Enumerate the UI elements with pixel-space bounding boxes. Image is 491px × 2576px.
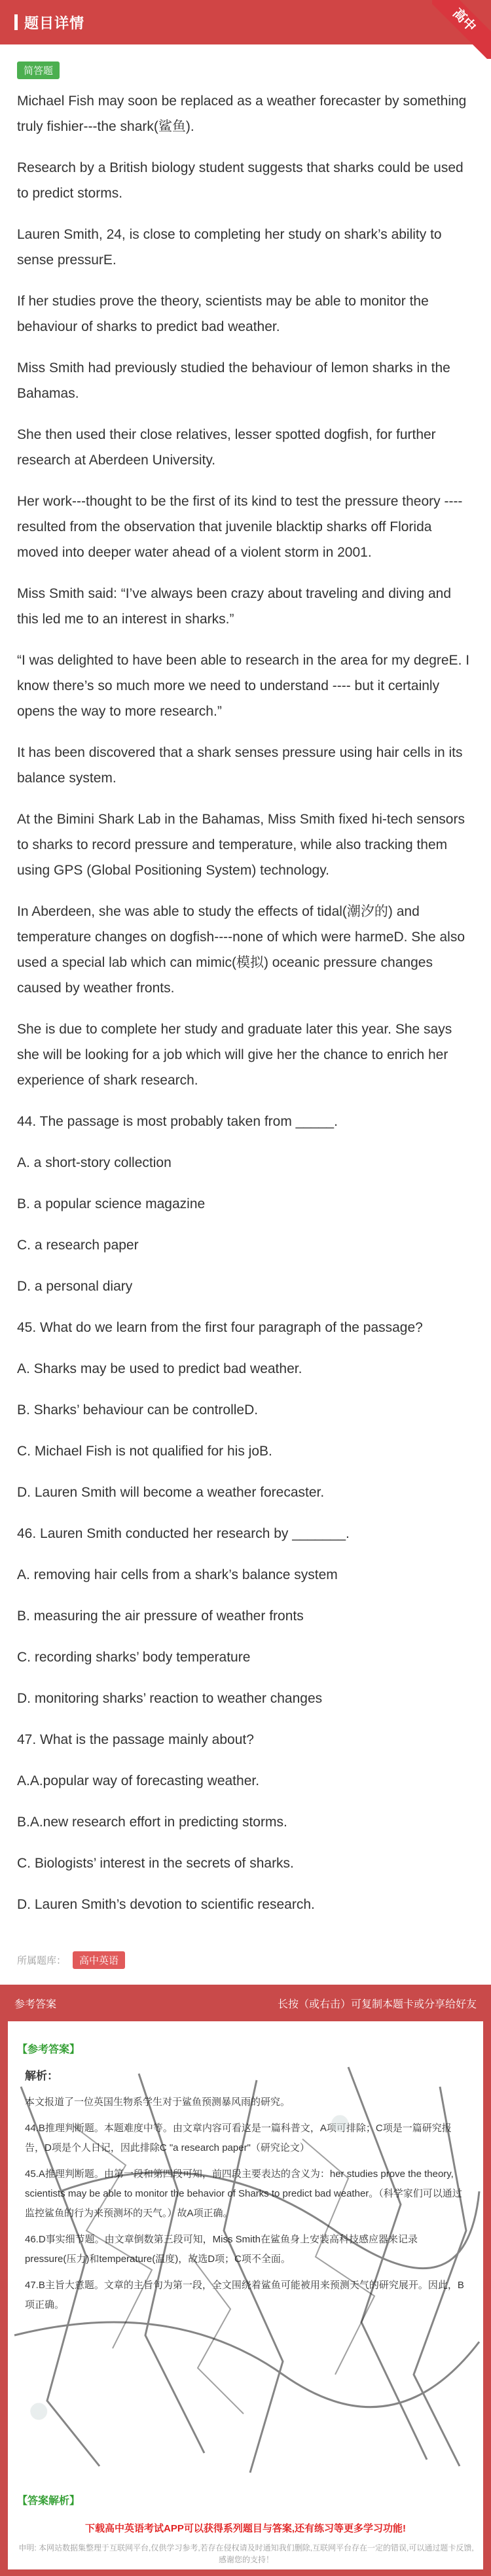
answer-analysis-label: 【答案解析】: [17, 2496, 81, 2507]
answer-option[interactable]: B. Sharks’ behaviour can be controlleD.: [17, 1402, 259, 1418]
passage-paragraph: Michael Fish may soon be replaced as a weather forecaster by something truly fishier---the shark(鲨鱼).: [17, 94, 467, 134]
answer-option[interactable]: D. monitoring sharks’ reaction to weather changes: [17, 1691, 323, 1706]
question-list: [17, 1109, 474, 1933]
passage-paragraph: She is due to complete her study and graduate later this year. She says she will be looking for a job which will give her the chance to enrich her experience of shark research.: [17, 1022, 452, 1088]
question-content: [0, 44, 491, 1969]
svg-text:●: ●: [16, 2384, 59, 2435]
answer-option[interactable]: D. Lauren Smith will become a weather forecaster.: [17, 1485, 325, 1500]
answer-option[interactable]: A. removing hair cells from a shark’s balance system: [17, 1567, 338, 1582]
passage-paragraph: Research by a British biology student suggests that sharks could be used to predict storms.: [17, 160, 464, 201]
analysis-line: 47.B主旨大意题。文章的主旨句为第一段，全文围绕着鲨鱼可能被用来预测天气的研究展开。因此，B项正确。: [25, 2280, 464, 2310]
disclaimer: 申明: 本网站数据集整理于互联网平台,仅供学习参考,若存在侵权请及时通知我们删除,互联网平台存在一定的错误,可以通过题卡反馈,感谢您的支持！: [18, 2543, 474, 2564]
answer-option[interactable]: C. Michael Fish is not qualified for his joB.: [17, 1444, 272, 1459]
svg-text:●: ●: [318, 2097, 360, 2147]
header-accent-bar: [14, 14, 18, 30]
passage: [17, 88, 474, 1109]
passage-paragraph: If her studies prove the theory, scientists may be able to monitor the behaviour of sharks to predict bad weather.: [17, 294, 429, 334]
answer-option[interactable]: C. a research paper: [17, 1238, 139, 1253]
question-type-badge: 简答题: [17, 61, 60, 79]
answer-header-hint: 长按（或右击）可复制本题卡或分享给好友: [277, 1998, 477, 2010]
answer-header: [0, 1985, 491, 2021]
passage-paragraph: “I was delighted to have been able to research in the area for my degreE. I know there’s so much more we need to understand ---- but it certainly opens the way to more research.”: [17, 653, 470, 719]
source-label: 所属题库：: [17, 1955, 67, 1966]
answer-option[interactable]: D. Lauren Smith’s devotion to scientific research.: [17, 1897, 315, 1912]
answer-card: [8, 2021, 483, 2569]
question-stem: 47. What is the passage mainly about?: [17, 1732, 254, 1747]
passage-paragraph: In Aberdeen, she was able to study the effects of tidal(潮汐的) and temperature changes on dogfish----none of which were harmeD. She also used a special lab which can mimic(模拟) oceanic pressure changes caused by weather fronts.: [17, 904, 465, 996]
source-row: [17, 1951, 474, 1969]
analysis-title: 解析：: [25, 2070, 58, 2082]
question-stem: 46. Lauren Smith conducted her research by _______.: [17, 1526, 350, 1541]
answer-option[interactable]: C. recording sharks’ body temperature: [17, 1650, 251, 1665]
passage-paragraph: Lauren Smith, 24, is close to completing her study on shark’s ability to sense pressurE.: [17, 227, 442, 268]
answer-option[interactable]: B. a popular science magazine: [17, 1196, 206, 1211]
passage-paragraph: At the Bimini Shark Lab in the Bahamas, Miss Smith fixed hi-tech sensors to sharks to record pressure and temperature, while also tracking them using GPS (Global Positioning System) technology.: [17, 812, 465, 878]
passage-paragraph: Her work---thought to be the first of its kind to test the pressure theory ---- resulted from the observation that juvenile blacktip sharks off Florida moved into deeper water ahead of a violent storm in 2001.: [17, 494, 463, 560]
page-title: 题目详情: [24, 14, 85, 31]
question-stem: 45. What do we learn from the first four paragraph of the passage?: [17, 1320, 423, 1335]
analysis-line: 45.A推理判断题。由第一段和第四段可知，前四段主要表达的含义为：her studies prove the theory, scientists may be able to monitor the behavior of Sharks to predict bad weather。（科学家们可以通过监控鲨鱼的行为来预测坏的天气。）故A项正确。: [25, 2168, 462, 2219]
page-header: [0, 0, 491, 44]
answer-body: [8, 2056, 483, 2332]
answer-section: [0, 1985, 491, 2576]
passage-paragraph: It has been discovered that a shark senses pressure using hair cells in its balance system.: [17, 745, 463, 786]
answer-option[interactable]: D. a personal diary: [17, 1279, 133, 1294]
answer-option[interactable]: A. a short-story collection: [17, 1155, 172, 1170]
analysis-line: 本文报道了一位英国生物系学生对于鲨鱼预测暴风雨的研究。: [25, 2097, 291, 2108]
passage-paragraph: Miss Smith said: “I’ve always been crazy about traveling and diving and this led me to an interest in sharks.”: [17, 586, 451, 627]
corner-ribbon-label: 高中: [432, 0, 491, 59]
analysis-line: 44.B推理判断题。本题难度中等。由文章内容可看这是一篇科普文，A项可排除；C项是一篇研究报告，D项是个人日记，因此排除C "a research paper"（研究论文）: [25, 2123, 452, 2153]
answer-option[interactable]: A. Sharks may be used to predict bad weather.: [17, 1361, 302, 1376]
analysis-line: 46.D事实细节题。由文章倒数第三段可知，Miss Smith在鲨鱼身上安装高科技感应器来记录pressure(压力)和temperature(温度)，故选D项；C项不全面。: [25, 2234, 418, 2265]
app-promo-link[interactable]: 下载高中英语考试APP可以获得系列题目与答案,还有练习等更多学习功能!: [84, 2523, 406, 2534]
answer-option[interactable]: C. Biologists’ interest in the secrets of sharks.: [17, 1856, 294, 1871]
answer-option[interactable]: B.A.new research effort in predicting storms.: [17, 1815, 287, 1830]
answer-label: 【参考答案】: [17, 2044, 81, 2055]
passage-paragraph: Miss Smith had previously studied the behaviour of lemon sharks in the Bahamas.: [17, 360, 450, 401]
answer-option[interactable]: B. measuring the air pressure of weather fronts: [17, 1609, 304, 1624]
passage-paragraph: She then used their close relatives, lesser spotted dogfish, for further research at Aberdeen University.: [17, 427, 436, 468]
answer-header-title: 参考答案: [14, 1998, 57, 2010]
analysis-lines: [25, 2093, 466, 2315]
answer-option[interactable]: A.A.popular way of forecasting weather.: [17, 1773, 260, 1788]
corner-ribbon: [432, 0, 491, 59]
question-stem: 44. The passage is most probably taken from _____.: [17, 1114, 338, 1129]
source-tag[interactable]: 高中英语: [73, 1951, 125, 1969]
